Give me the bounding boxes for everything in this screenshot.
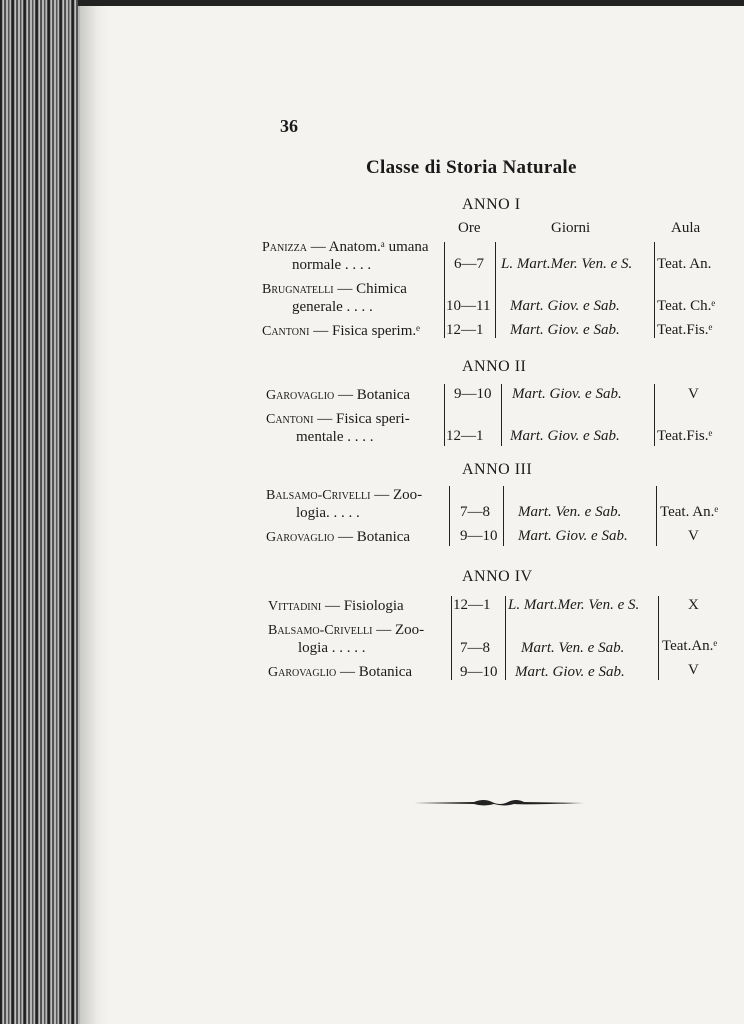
room: Teat.Fis.ᵉ bbox=[657, 428, 713, 444]
days: Mart. Giov. e Sab. bbox=[515, 664, 625, 680]
course-title: — Zoo- bbox=[376, 622, 425, 638]
course-title-continued: logia . . . . . bbox=[298, 640, 366, 656]
room: Teat. Ch.ᵉ bbox=[657, 298, 716, 314]
hours: 12—1 bbox=[446, 322, 484, 338]
column-rule bbox=[654, 384, 655, 446]
professor-name: Balsamo-Crivelli bbox=[266, 488, 371, 503]
days: L. Mart.Mer. Ven. e S. bbox=[501, 256, 633, 272]
professor-name: Brugnatelli bbox=[262, 282, 334, 297]
year-heading-3: ANNO III bbox=[462, 461, 533, 478]
days: Mart. Ven. e Sab. bbox=[521, 640, 625, 656]
year-heading-2: ANNO II bbox=[462, 358, 527, 375]
professor-name: Garovaglio bbox=[266, 530, 335, 545]
column-rule bbox=[505, 596, 506, 680]
hours: 6—7 bbox=[454, 256, 484, 272]
year-heading-4: ANNO IV bbox=[462, 568, 533, 585]
room: Teat.An.ᵉ bbox=[662, 638, 718, 654]
room: Teat.Fis.ᵉ bbox=[657, 322, 713, 338]
column-header-giorni: Giorni bbox=[551, 220, 591, 236]
hours: 10—11 bbox=[446, 298, 491, 314]
days: Mart. Giov. e Sab. bbox=[512, 386, 622, 402]
course-title: — Fisica sperim.ᵉ bbox=[313, 323, 420, 339]
column-rule bbox=[656, 486, 657, 546]
column-header-ore: Ore bbox=[458, 220, 481, 236]
column-header-aula: Aula bbox=[671, 220, 701, 236]
gutter-shadow bbox=[80, 0, 108, 1024]
hours: 7—8 bbox=[460, 640, 490, 656]
hours: 9—10 bbox=[454, 386, 492, 402]
professor-name: Vittadini bbox=[268, 599, 322, 614]
page-number: 36 bbox=[280, 116, 298, 136]
course-title: — Chimica bbox=[337, 281, 407, 297]
column-rule bbox=[654, 242, 655, 338]
year-heading-1: ANNO I bbox=[462, 196, 521, 213]
room: V bbox=[688, 528, 699, 544]
room: V bbox=[688, 662, 699, 678]
hours: 12—1 bbox=[453, 597, 491, 613]
hours: 9—10 bbox=[460, 528, 498, 544]
hours: 12—1 bbox=[446, 428, 484, 444]
days: Mart. Ven. e Sab. bbox=[518, 504, 622, 520]
column-rule bbox=[449, 486, 450, 546]
column-rule bbox=[501, 384, 502, 446]
page-top-edge bbox=[78, 0, 744, 6]
course-entry bbox=[262, 280, 407, 299]
days: Mart. Giov. e Sab. bbox=[510, 428, 620, 444]
days: L. Mart.Mer. Ven. e S. bbox=[508, 597, 640, 613]
days: Mart. Giov. e Sab. bbox=[510, 322, 620, 338]
course-entry bbox=[262, 322, 420, 341]
room: Teat. An.ᵉ bbox=[660, 504, 719, 520]
course-entry bbox=[262, 238, 429, 257]
column-rule bbox=[444, 242, 445, 338]
course-title-continued: logia. . . . . bbox=[296, 505, 360, 521]
column-rule bbox=[451, 596, 452, 680]
room: Teat. An. bbox=[657, 256, 712, 272]
professor-name: Cantoni bbox=[266, 412, 314, 427]
course-entry bbox=[266, 528, 410, 547]
room: X bbox=[688, 597, 699, 613]
course-entry bbox=[266, 386, 410, 405]
course-title: — Botanica bbox=[338, 529, 411, 545]
course-entry bbox=[268, 663, 412, 682]
course-entry bbox=[268, 597, 404, 616]
days: Mart. Giov. e Sab. bbox=[510, 298, 620, 314]
hours: 7—8 bbox=[460, 504, 490, 520]
course-title-continued: mentale . . . . bbox=[296, 429, 374, 445]
professor-name: Balsamo-Crivelli bbox=[268, 623, 373, 638]
column-rule bbox=[495, 242, 496, 338]
professor-name: Garovaglio bbox=[268, 665, 337, 680]
professor-name: Garovaglio bbox=[266, 388, 335, 403]
course-entry bbox=[266, 486, 422, 505]
decorative-ornament bbox=[414, 796, 584, 810]
column-rule bbox=[503, 486, 504, 546]
course-entry bbox=[266, 410, 410, 429]
professor-name: Cantoni bbox=[262, 324, 310, 339]
course-title-continued: generale . . . . bbox=[292, 299, 373, 315]
hours: 9—10 bbox=[460, 664, 498, 680]
course-entry bbox=[268, 621, 424, 640]
column-rule bbox=[444, 384, 445, 446]
room: V bbox=[688, 386, 699, 402]
professor-name: Panizza bbox=[262, 240, 307, 255]
days: Mart. Giov. e Sab. bbox=[518, 528, 628, 544]
course-title: — Zoo- bbox=[374, 487, 423, 503]
course-title: — Fisica speri- bbox=[317, 411, 410, 427]
course-title: — Anatom.ᵃ umana bbox=[310, 239, 429, 255]
course-title: — Fisiologia bbox=[324, 598, 404, 614]
book-spine-edge bbox=[0, 0, 80, 1024]
course-title-continued: normale . . . . bbox=[292, 257, 372, 273]
page-title: Classe di Storia Naturale bbox=[366, 157, 577, 178]
course-title: — Botanica bbox=[340, 664, 413, 680]
column-rule bbox=[658, 596, 659, 680]
course-title: — Botanica bbox=[338, 387, 411, 403]
